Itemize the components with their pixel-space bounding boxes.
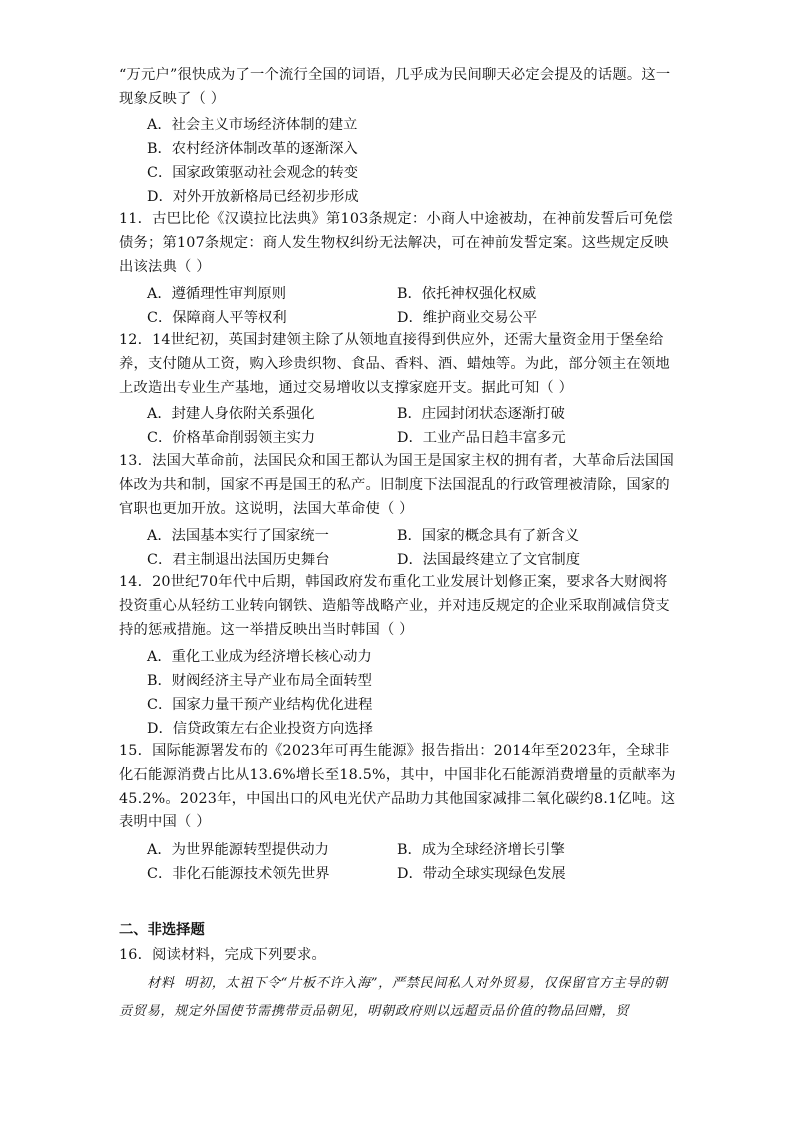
q15-option-a: A．为世界能源转型提供动力 (147, 842, 329, 858)
q10-option-c: C．国家政策驱动社会观念的转变 (147, 165, 359, 181)
q12-option-d: D．工业产品日趋丰富多元 (397, 430, 566, 446)
q10-option-d: D．对外开放新格局已经初步形成 (147, 189, 359, 205)
material-label: 材料 (147, 976, 175, 991)
q16-material (119, 970, 675, 1026)
q10-stem: “万元户”很快成为了一个流行全国的词语，几乎成为民间聊天必定会提及的话题。这一现象反映了（ ） (119, 67, 671, 107)
q10-option-b: B．农村经济体制改革的逐渐深入 (147, 141, 358, 157)
q16-stem: 16．阅读材料，完成下列要求。 (119, 947, 327, 963)
q14-option-d: D．信贷政策左右企业投资方向选择 (147, 721, 373, 737)
q13-option-a: A．法国基本实行了国家统一 (147, 528, 329, 544)
q11-option-d: D．维护商业交易公平 (397, 310, 538, 326)
q12-option-c: C．价格革命削弱领主实力 (147, 430, 316, 446)
q12-option-a: A．封建人身依附关系强化 (147, 406, 315, 422)
q13-option-c: C．君主制退出法国历史舞台 (147, 552, 330, 568)
q15-option-c: C．非化石能源技术领先世界 (147, 866, 330, 882)
q13-option-d: D．法国最终建立了文官制度 (397, 552, 581, 568)
q15-option-b: B．成为全球经济增长引擎 (397, 842, 565, 858)
q11-option-c: C．保障商人平等权利 (147, 310, 287, 326)
section-heading: 二、非选择题 (119, 922, 205, 938)
q10-option-a: A．社会主义市场经济体制的建立 (147, 117, 358, 133)
q14-option-b: B．财阀经济主导产业布局全面转型 (147, 673, 372, 689)
material-text: 明初，太祖下令“片板不许入海”，严禁民间私人对外贸易，仅保留官方主导的朝贡贸易，规定外国使节需携带贡品朝见，明朝政府则以远超贡品价值的物品回赠，贸 (119, 976, 668, 1019)
q11-stem: 11．古巴比伦《汉谟拉比法典》第103条规定：小商人中途被劫，在神前发誓后可免偿债务；第107条规定：商人发生物权纠纷无法解决，可在神前发誓定案。这些规定反映出该法典（ ） (119, 211, 673, 275)
q14-option-c: C．国家力量干预产业结构优化进程 (147, 697, 373, 713)
q12-stem: 12．14世纪初，英国封建领主除了从领地直接得到供应外，还需大量资金用于堡垒给养，支付随从工资，购入珍贵织物、食品、香料、酒、蜡烛等。为此，部分领主在领地上改造出专业生产基地，通过交易增收以支撑家庭开支。据此可知（ ） (119, 332, 670, 396)
q11-option-a: A．遵循理性审判原则 (147, 286, 286, 302)
q13-stem: 13．法国大革命前，法国民众和国王都认为国王是国家主权的拥有者，大革命后法国国体改为共和制，国家不再是国王的私产。旧制度下法国混乱的行政管理被清除，国家的官职也更加开放。这说明，法国大革命使（ ） (119, 453, 674, 517)
q15-option-d: D．带动全球实现绿色发展 (397, 866, 566, 882)
q14-stem: 14．20世纪70年代中后期，韩国政府发布重化工业发展计划修正案，要求各大财阀将投资重心从轻纺工业转向钢铁、造船等战略产业，并对违反规定的企业采取削减信贷支持的惩戒措施。这一举措反映出当时韩国（ ） (119, 574, 670, 638)
q11-option-b: B．依托神权强化权威 (397, 286, 537, 302)
q12-option-b: B．庄园封闭状态逐渐打破 (397, 406, 565, 422)
q13-option-b: B．国家的概念具有了新含义 (397, 528, 580, 544)
q15-stem: 15．国际能源署发布的《2023年可再生能源》报告指出：2014年至2023年，全球非化石能源消费占比从13.6%增长至18.5%，其中，中国非化石能源消费增量的贡献率为45.2%。2023年，中国出口的风电光伏产品助力其他国家减排二氧化碳约8.1亿吨。这表明中国（ ） (119, 743, 676, 831)
q14-option-a: A．重化工业成为经济增长核心动力 (147, 649, 372, 665)
